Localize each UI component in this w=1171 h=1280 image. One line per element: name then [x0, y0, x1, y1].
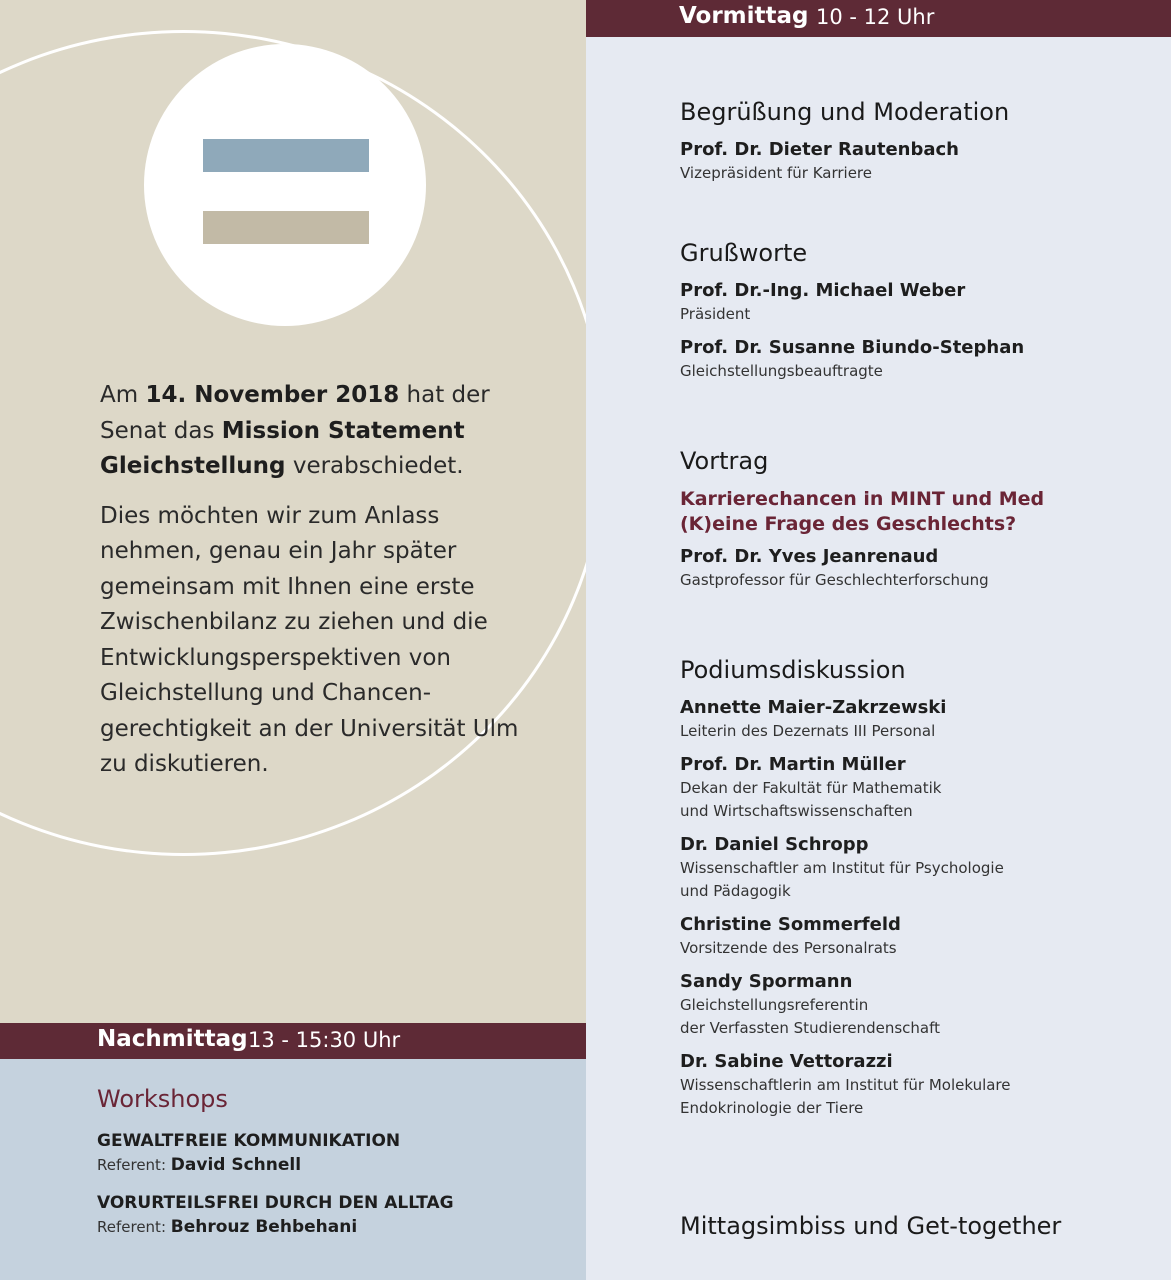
workshops-panel [0, 1059, 586, 1280]
workshop-referent: Referent: Behrouz Behbehani [97, 1217, 358, 1237]
vormittag-header [586, 0, 1171, 37]
person-role: Dekan der Fakultät für Mathematik und Wirtschaftswissenschaften [680, 779, 942, 820]
talk-title: Karrierechancen in MINT und Med (K)eine Frage des Geschlechts? [680, 488, 1045, 535]
logo-bar-bottom [203, 211, 369, 244]
left-panel [0, 0, 586, 1023]
person-name: Christine Sommerfeld [680, 914, 901, 935]
nachmittag-time: 13 - 15:30 Uhr [248, 1028, 401, 1052]
person-name: Dr. Daniel Schropp [680, 834, 869, 855]
person-entry [680, 545, 1160, 592]
section-title: Begrüßung und Moderation [680, 98, 1010, 126]
person-role: Präsident [680, 305, 751, 323]
closing-item: Mittagsimbiss und Get-together [680, 1212, 1062, 1240]
person-entry [680, 970, 1160, 1040]
person-entry [680, 696, 1160, 743]
person-name: Prof. Dr. Dieter Rautenbach [680, 139, 959, 160]
referent-name: Behrouz Behbehani [170, 1217, 358, 1237]
person-role: Vizepräsident für Karriere [680, 164, 872, 182]
intro-paragraph-2: Dies möchten wir zum Anlass nehmen, genau ein Jahr später gemeinsam mit Ihnen eine erste Zwischenbilanz zu ziehen und die Entwicklungsperspektiven von Gleichstellung und Chancen-gerechtigkeit an der Universität Ulm zu diskutieren. [100, 502, 519, 777]
intro-paragraph-1: Am 14. November 2018 hat der Senat das Mission Statement Gleichstellung verabschiedet. [100, 382, 490, 479]
person-entry [680, 279, 1160, 326]
nachmittag-label: Nachmittag [97, 1026, 248, 1052]
workshop-name: VORURTEILSFREI DURCH DEN ALLTAG [97, 1193, 454, 1213]
logo-bar-top [203, 139, 369, 172]
person-entry [680, 753, 1160, 823]
workshop-item [97, 1129, 567, 1177]
workshop-item [97, 1191, 567, 1239]
person-entry [680, 336, 1160, 383]
person-name: Dr. Sabine Vettorazzi [680, 1051, 893, 1072]
workshop-referent: Referent: David Schnell [97, 1155, 302, 1175]
nachmittag-header [0, 1023, 586, 1059]
person-entry [680, 1050, 1160, 1120]
person-name: Prof. Dr.-Ing. Michael Weber [680, 280, 966, 301]
person-role: Gastprofessor für Geschlechterforschung [680, 571, 989, 589]
intro-date: 14. November 2018 [145, 382, 400, 408]
person-entry [680, 138, 1160, 185]
section-title: Grußworte [680, 239, 808, 267]
person-name: Annette Maier-Zakrzewski [680, 697, 947, 718]
right-panel [586, 0, 1171, 1280]
person-name: Prof. Dr. Yves Jeanrenaud [680, 546, 939, 567]
person-name: Prof. Dr. Martin Müller [680, 754, 906, 775]
intro-text [100, 378, 520, 797]
person-role: Gleichstellungsreferentin der Verfassten Studierendenschaft [680, 996, 940, 1037]
intro-mission-statement: Mission Statement Gleichstellung [100, 417, 465, 479]
person-role: Leiterin des Dezernats III Personal [680, 722, 936, 740]
section-begruessung [680, 96, 1160, 185]
workshops-list [97, 1129, 567, 1253]
person-role: Gleichstellungsbeauftragte [680, 362, 883, 380]
section-title: Vortrag [680, 447, 769, 475]
equals-sign-logo-icon [144, 44, 426, 326]
person-role: Wissenschaftlerin am Institut für Molekulare Endokrinologie der Tiere [680, 1076, 1011, 1117]
referent-name: David Schnell [170, 1155, 302, 1175]
section-vortrag [680, 445, 1160, 592]
section-podium [680, 654, 1160, 1120]
person-name: Prof. Dr. Susanne Biundo-Stephan [680, 337, 1025, 358]
section-grussworte [680, 237, 1160, 383]
section-title: Podiumsdiskussion [680, 656, 906, 684]
workshops-title: Workshops [97, 1085, 228, 1113]
person-role: Vorsitzende des Personalrats [680, 939, 897, 957]
person-entry [680, 913, 1160, 960]
person-entry [680, 833, 1160, 903]
person-name: Sandy Spormann [680, 971, 853, 992]
workshop-name: GEWALTFREIE KOMMUNIKATION [97, 1131, 401, 1151]
program-list [680, 96, 1160, 1130]
vormittag-label: Vormittag [679, 3, 809, 29]
person-role: Wissenschaftler am Institut für Psychologie und Pädagogik [680, 859, 1004, 900]
vormittag-time: 10 - 12 Uhr [816, 5, 935, 29]
